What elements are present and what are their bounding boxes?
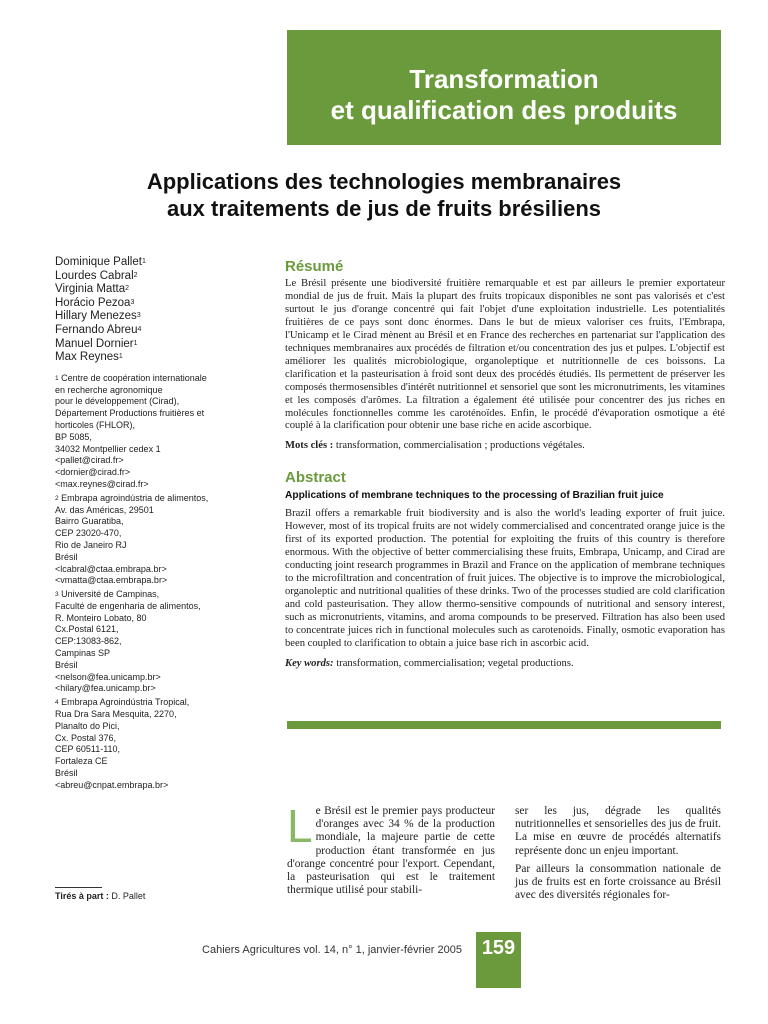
author-name <box>55 256 245 270</box>
affiliation-line <box>55 540 245 552</box>
author-affiliation-marker: 1 <box>118 353 123 361</box>
author-name <box>55 270 245 284</box>
affiliation-line <box>55 768 245 780</box>
affiliation-text: <nelson@fea.unicamp.br> <box>55 671 161 682</box>
abstract-heading: Abstract <box>285 469 346 487</box>
author-name-text: Lourdes Cabral <box>55 269 134 282</box>
section-banner <box>287 30 721 145</box>
affiliation-block <box>55 373 245 491</box>
affiliation-text: <lcabral@ctaa.embrapa.br> <box>55 563 167 574</box>
affiliation-line <box>55 552 245 564</box>
affiliation-text: Département Productions fruitières et <box>55 408 205 419</box>
affiliation-line <box>55 564 245 576</box>
author-name-text: Max Reynes <box>55 351 119 364</box>
affiliation-block <box>55 697 245 791</box>
affiliation-line <box>55 516 245 528</box>
affiliation-line <box>55 744 245 756</box>
reprint-rule <box>55 887 102 888</box>
journal-citation: Cahiers Agricultures vol. 14, n° 1, janvier-février 2005 <box>202 944 462 956</box>
affiliation-marker: 1 <box>55 374 59 382</box>
affiliation-line <box>55 373 245 385</box>
body-column-2 <box>515 805 721 907</box>
drop-cap: L <box>287 800 313 852</box>
body-text-col2-p1: ser les jus, dégrade les qualités nutritionnelles et sensorielles des jus de fruit. La mise en œuvre de procédés alternatifs représente donc un enjeu important. <box>515 805 721 857</box>
affiliation-text: Cx.Postal 6121, <box>55 624 119 635</box>
author-affiliation-marker: 2 <box>133 271 138 279</box>
author-affiliation-marker: 2 <box>125 285 130 293</box>
abstract-column <box>285 258 725 670</box>
resume-keywords-value: transformation, commercialisation ; productions végétales. <box>335 440 585 452</box>
affiliation-line <box>55 683 245 695</box>
affiliation-line <box>55 396 245 408</box>
article-title-line-1: Applications des technologies membranaires <box>146 169 622 194</box>
affiliation-list <box>55 373 245 792</box>
author-list <box>55 256 245 365</box>
affiliation-text: 34032 Montpellier cedex 1 <box>55 443 161 454</box>
author-affiliation-marker: 1 <box>141 258 146 265</box>
affiliation-marker: 4 <box>55 699 59 707</box>
author-name <box>55 324 245 338</box>
affiliation-text: Av. das Américas, 29501 <box>55 504 154 515</box>
affiliation-text: Brésil <box>55 659 78 670</box>
affiliation-line <box>55 672 245 684</box>
affiliation-line <box>55 444 245 456</box>
affiliation-text: Fortaleza CE <box>55 756 108 767</box>
affiliation-text: pour le développement (Cirad), <box>55 396 180 407</box>
author-affiliation-marker: 1 <box>133 339 138 347</box>
affiliation-line <box>55 467 245 479</box>
author-name <box>55 310 245 324</box>
author-name <box>55 297 245 311</box>
affiliation-line <box>55 624 245 636</box>
resume-heading: Résumé <box>285 258 344 275</box>
affiliation-line <box>55 505 245 517</box>
author-name-text: Virginia Matta <box>55 283 126 296</box>
affiliation-line <box>55 385 245 397</box>
author-name-text: Horácio Pezoa <box>55 296 131 309</box>
affiliation-line <box>55 780 245 792</box>
affiliation-text: <hilary@fea.unicamp.br> <box>55 683 156 694</box>
affiliation-marker: 2 <box>55 494 59 502</box>
affiliation-line <box>55 528 245 540</box>
author-name <box>55 351 245 365</box>
section-title-line-2: et qualification des produits <box>330 95 678 125</box>
affiliation-line <box>55 721 245 733</box>
affiliation-line <box>55 420 245 432</box>
affiliation-line <box>55 479 245 491</box>
affiliation-line <box>55 455 245 467</box>
affiliation-line <box>55 697 245 709</box>
author-column <box>55 256 245 794</box>
body-column-1 <box>287 800 495 897</box>
article-title-line-2: aux traitements de jus de fruits brésiliens <box>166 196 602 221</box>
affiliation-line <box>55 432 245 444</box>
affiliation-text: Brésil <box>55 551 78 562</box>
page-number: 159 <box>476 932 521 988</box>
reprint-name: D. Pallet <box>111 891 146 901</box>
abstract-keywords-value: transformation, commercialisation; vegetal productions. <box>336 657 574 669</box>
affiliation-text: CEP 60511-110, <box>55 744 121 755</box>
affiliation-text: Université de Campinas, <box>61 589 160 600</box>
affiliation-text: Rua Dra Sara Mesquita, 2270, <box>55 709 177 720</box>
affiliation-text: horticoles (FHLOR), <box>55 419 136 430</box>
author-name-text: Dominique Pallet <box>55 256 142 268</box>
affiliation-block <box>55 493 245 587</box>
affiliation-line <box>55 589 245 601</box>
affiliation-text: <abreu@cnpat.embrapa.br> <box>55 779 169 790</box>
affiliation-line <box>55 601 245 613</box>
reprint-label: Tirés à part : <box>55 891 109 901</box>
abstract-text: Brazil offers a remarkable fruit biodiversity and is also the world's leading exporter of fruit juice. However, most of its tropical fruits are not widely commercialised and concentrated orange juice is the first of its exported production. The potential for exploiting the fruits of this country is therefore enormous. With the objective of better commercialising these fruits, Embrapa, Unicamp, and Cirad are conducting joint research programmes in Brazil and France on the application of membrane techniques to the microfiltration and concentration of fruit juices. The objective is to improve the microbiological, organoleptic and nutritional qualities of these drinks. Two of the processes studied are cold clarification and cold pasteurisation. They allow thermo-sensitive compounds of nutritional and sensory interest, such as micronutrients, vitamins, and aroma compounds to be preserved. Filtration has also been used to concentrate juices rich in functional molecules such as carotenoids. Finally, osmotic evaporation has been coupled to clarification to obtain a juice base rich in ascorbic acid. <box>285 508 725 649</box>
affiliation-line <box>55 709 245 721</box>
abstract-keywords <box>285 657 725 670</box>
affiliation-line <box>55 636 245 648</box>
affiliation-line <box>55 575 245 587</box>
affiliation-text: Faculté de engenharia de alimentos, <box>55 600 201 611</box>
body-text-col2-p2: Par ailleurs la consommation nationale de jus de fruits est en forte croissance au Brésil avec des diversités régionales for- <box>515 862 721 902</box>
resume-text: Le Brésil présente une biodiversité fruitière remarquable et est par ailleurs le premier exportateur mondial de jus de fruit. Mais la plupart des fruits tropicaux disponibles ne sont pas valorisés et c'est surtout le jus d'orange concentré qui fait l'objet d'une exploitation industrielle. Les potentialités fruitières de ce pays sont donc énormes. Dans le but de mieux valoriser ces fruits, l'Embrapa, l'Unicamp et le Cirad mènent au Brésil et en France des recherches en partenariat sur l'application des techniques membranaires aux procédés de filtration et/ou concentration des jus et pulpes. L'objectif est améliorer les qualités microbiologique, organoleptique et nutritionnelle de ces boissons. La clarification et la pasteurisation à froid sont deux des procédés étudiés. Ils permettent de préserver les composés thermosensibles d'intérêt nutritionnel et sensoriel que sont les micronutriments, les vitamines et les composés d'arômes. La filtration a également été utilisée pour concentrer des jus riches en molécules fonctionnelles comme les caroténoïdes. Enfin, le procédé d'évaporation osmotique a été couplé à la clarification pour obtenir une base riche en acide ascorbique. <box>285 278 725 432</box>
affiliation-text: Cx. Postal 376, <box>55 732 117 743</box>
affiliation-line <box>55 493 245 505</box>
body-text-col1: e Brésil est le premier pays producteur d'oranges avec 34 % de la production mondiale, la majeure partie de cette production étant transformée en jus d'orange concentré pour l'export. Cependant, la pasteurisation qui est le traitement thermique utilisé pour stabili- <box>287 805 495 897</box>
affiliation-text: Planalto do Pici, <box>55 720 120 731</box>
affiliation-line <box>55 613 245 625</box>
affiliation-text: CEP 23020-470, <box>55 528 122 539</box>
affiliation-text: Embrapa agroindústria de alimentos, <box>61 492 209 503</box>
affiliation-text: CEP:13083-862, <box>55 636 122 647</box>
author-name-text: Manuel Dornier <box>55 337 134 350</box>
abstract-subtitle: Applications of membrane techniques to the processing of Brazilian fruit juice <box>285 490 664 502</box>
affiliation-text: BP 5085, <box>55 431 92 442</box>
affiliation-line <box>55 648 245 660</box>
affiliation-text: Bairro Guaratiba, <box>55 516 124 527</box>
affiliation-marker: 3 <box>55 591 59 599</box>
affiliation-text: Centre de coopération internationale <box>61 372 207 383</box>
affiliation-text: R. Monteiro Lobato, 80 <box>55 612 147 623</box>
reprint-request <box>55 891 145 901</box>
affiliation-block <box>55 589 245 695</box>
author-name-text: Fernando Abreu <box>55 323 138 336</box>
section-title-line-1: Transformation <box>409 64 599 94</box>
affiliation-line <box>55 733 245 745</box>
author-name-text: Hillary Menezes <box>55 310 137 323</box>
author-name <box>55 283 245 297</box>
affiliation-text: <vmatta@ctaa.embrapa.br> <box>55 575 168 586</box>
affiliation-line <box>55 756 245 768</box>
affiliation-text: <dornier@cirad.fr> <box>55 467 131 478</box>
affiliation-text: <pallet@cirad.fr> <box>55 455 124 466</box>
affiliation-line <box>55 660 245 672</box>
affiliation-line <box>55 408 245 420</box>
author-name <box>55 338 245 352</box>
affiliation-text: <max.reynes@cirad.fr> <box>55 478 149 489</box>
affiliation-text: en recherche agronomique <box>55 384 163 395</box>
affiliation-text: Campinas SP <box>55 648 111 659</box>
author-affiliation-marker: 3 <box>130 298 135 306</box>
abstract-keywords-label: Key words: <box>285 657 334 669</box>
affiliation-text: Embrapa Agroindústria Tropical, <box>61 697 190 708</box>
affiliation-text: Brésil <box>55 768 78 779</box>
author-affiliation-marker: 3 <box>136 312 141 320</box>
resume-keywords-label: Mots clés : <box>285 440 334 452</box>
resume-keywords <box>285 439 725 452</box>
affiliation-text: Rio de Janeiro RJ <box>55 539 127 550</box>
article-title <box>60 168 708 222</box>
author-affiliation-marker: 4 <box>137 325 142 333</box>
section-divider <box>287 721 721 729</box>
